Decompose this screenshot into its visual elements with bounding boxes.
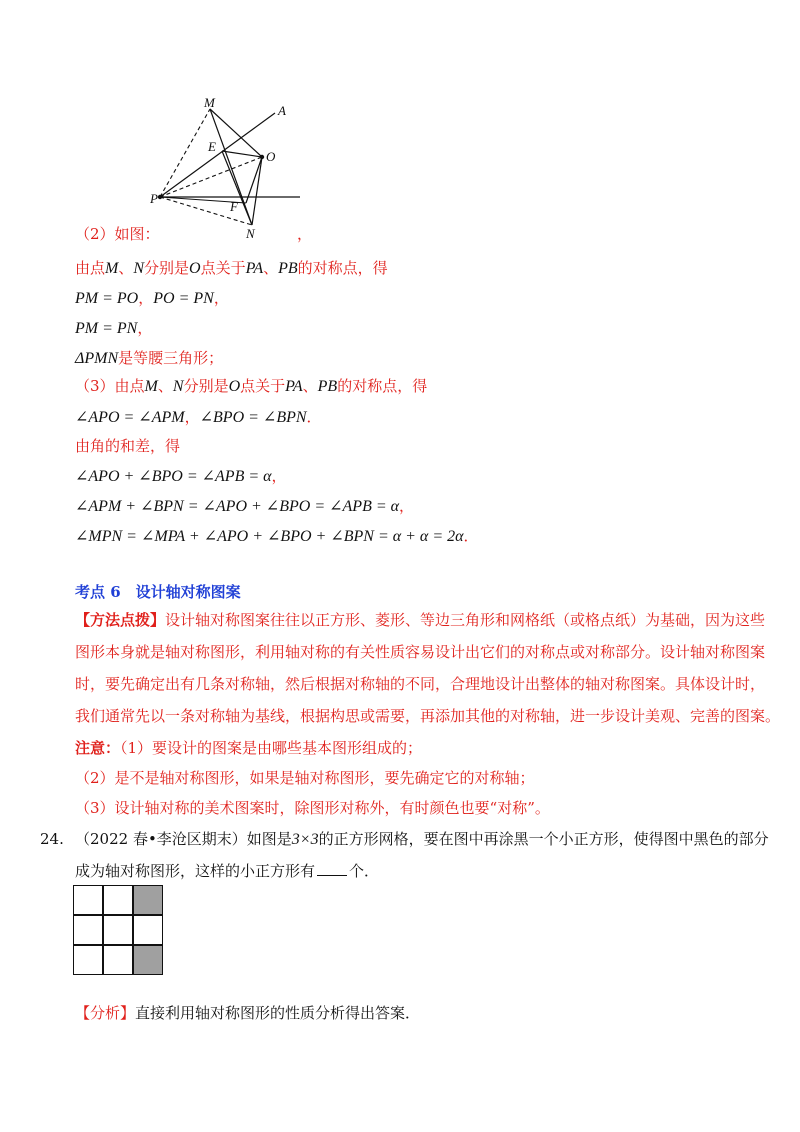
math-n: N (172, 378, 184, 395)
solution-line-3 (75, 318, 152, 339)
math-pb: PB (278, 260, 298, 277)
text: 是等腰三角形； (118, 349, 224, 367)
math-pa: PA (285, 378, 303, 395)
text: （2022 春•李沧区期末）如图是 (75, 830, 292, 848)
equation: ∠BPO = ∠BPN (199, 409, 307, 426)
text: （1）要设计的图案是由哪些基本图形组成的； (120, 739, 423, 757)
math-m: M (105, 260, 119, 277)
text: 点关于 (240, 377, 286, 395)
text: 成为轴对称图形，这样的小正方形有 (75, 862, 316, 880)
method-line-4: 我们通常先以一条对称轴为基线，根据构思或需要，再添加其他的对称轴，进一步设计美观、完善的图案。 (75, 707, 781, 725)
question-number: 24. (40, 830, 64, 848)
text: 的对称点，得 (297, 259, 388, 277)
solution-line-6 (75, 407, 322, 428)
note-tag: 注意： (75, 739, 121, 757)
equation: ∠APM + ∠BPN = ∠APO + ∠BPO = ∠APB = α (75, 498, 400, 515)
text: 点关于 (200, 259, 246, 277)
text: ， (137, 319, 153, 337)
text: 个． (349, 862, 380, 880)
equation: ∠APO = ∠APM (75, 409, 185, 426)
solution-line-5 (75, 376, 427, 397)
square-grid (73, 885, 163, 975)
text: ． (306, 408, 322, 426)
text: 的正方形网格，要在图中再涂黑一个小正方形，使得图中黑色的部分 (318, 830, 769, 848)
grid-cell (73, 885, 103, 915)
note-line-3: （3）设计轴对称的美术图案时，除图形对称外，有时颜色也要“对称”。 (75, 799, 550, 817)
question-line-1 (75, 829, 769, 850)
grid-cell (103, 945, 133, 975)
text: ， (184, 408, 200, 426)
equation: PO = PN (153, 290, 214, 307)
math-m: M (144, 378, 158, 395)
analysis-tag: 【分析】 (75, 1004, 136, 1022)
grid-cell (103, 885, 133, 915)
equation: ΔPMN (75, 350, 119, 367)
label-m: M (204, 95, 215, 110)
text: ， (138, 289, 154, 307)
part2-label-line (75, 224, 160, 244)
math-o: O (228, 378, 241, 395)
math-grid-size: 3×3 (291, 831, 319, 848)
solution-line-9 (75, 496, 414, 517)
text: 、 (118, 259, 134, 277)
text: 、 (263, 259, 279, 277)
solution-line-10 (75, 526, 479, 547)
text: 分别是 (183, 377, 229, 395)
solution-line-1 (75, 258, 388, 279)
label-o: O (266, 149, 276, 164)
label-a: A (278, 103, 286, 118)
grid-cell-filled (133, 945, 163, 975)
equation: ∠MPN = ∠MPA + ∠APO + ∠BPO + ∠BPN = α + α = 2α (75, 528, 464, 545)
method-tag: 【方法点拨】 (75, 611, 166, 629)
question-line-2 (75, 861, 379, 881)
part2-label: （2）如图： (75, 225, 160, 243)
math-pa: PA (245, 260, 264, 277)
grid-cell-filled (133, 885, 163, 915)
grid-cell (133, 915, 163, 945)
text: ， (213, 289, 229, 307)
text: 、 (157, 377, 173, 395)
text: ， (271, 467, 287, 485)
grid-cell (103, 915, 133, 945)
math-n: N (133, 260, 145, 277)
math-o: O (189, 260, 201, 277)
math-pb: PB (317, 378, 338, 395)
text: 直接利用轴对称图形的性质分析得出答案． (135, 1004, 421, 1022)
label-e: E (208, 139, 216, 154)
geometry-figure (150, 95, 310, 240)
solution-line-4 (75, 348, 223, 369)
label-p: P (150, 191, 158, 206)
solution-line-2 (75, 288, 229, 309)
geometry-diagram (150, 95, 310, 240)
note-line-2: （2）是不是轴对称图形，如果是轴对称图形，要先确定它的对称轴； (75, 769, 535, 787)
text: 分别是 (144, 259, 190, 277)
answer-blank[interactable] (317, 861, 347, 876)
analysis-line (75, 1003, 420, 1023)
text: 由点 (75, 259, 106, 277)
equation: ∠APO + ∠BPO = ∠APB = α (75, 468, 272, 485)
text: 设计轴对称图案往往以正方形、菱形、等边三角形和网格纸（或格点纸）为基础，因为这些 (165, 611, 766, 629)
text: ． (463, 527, 479, 545)
solution-line-7: 由角的和差，得 (75, 437, 181, 455)
label-n: N (246, 226, 255, 240)
label-f: F (230, 199, 238, 214)
solution-line-8 (75, 466, 287, 487)
text: （3）由点 (75, 377, 145, 395)
method-line-2: 图形本身就是轴对称图形，利用轴对称的有关性质容易设计出它们的对称点或对称部分。设计轴对称图案 (75, 643, 766, 661)
equation: PM = PO (75, 290, 139, 307)
part2-trailing: ， (297, 225, 313, 243)
note-line-1 (75, 738, 422, 758)
text: 的对称点，得 (337, 377, 428, 395)
equation: PM = PN (75, 320, 138, 337)
grid-cell (73, 915, 103, 945)
section-heading: 考点 6 设计轴对称图案 (75, 583, 241, 601)
method-line-1 (75, 610, 765, 630)
text: 、 (302, 377, 318, 395)
grid-cell (73, 945, 103, 975)
text: ， (399, 497, 415, 515)
method-line-3: 时，要先确定出有几条对称轴，然后根据对称轴的不同，合理地设计出整体的轴对称图案。具体设计时， (75, 675, 766, 693)
